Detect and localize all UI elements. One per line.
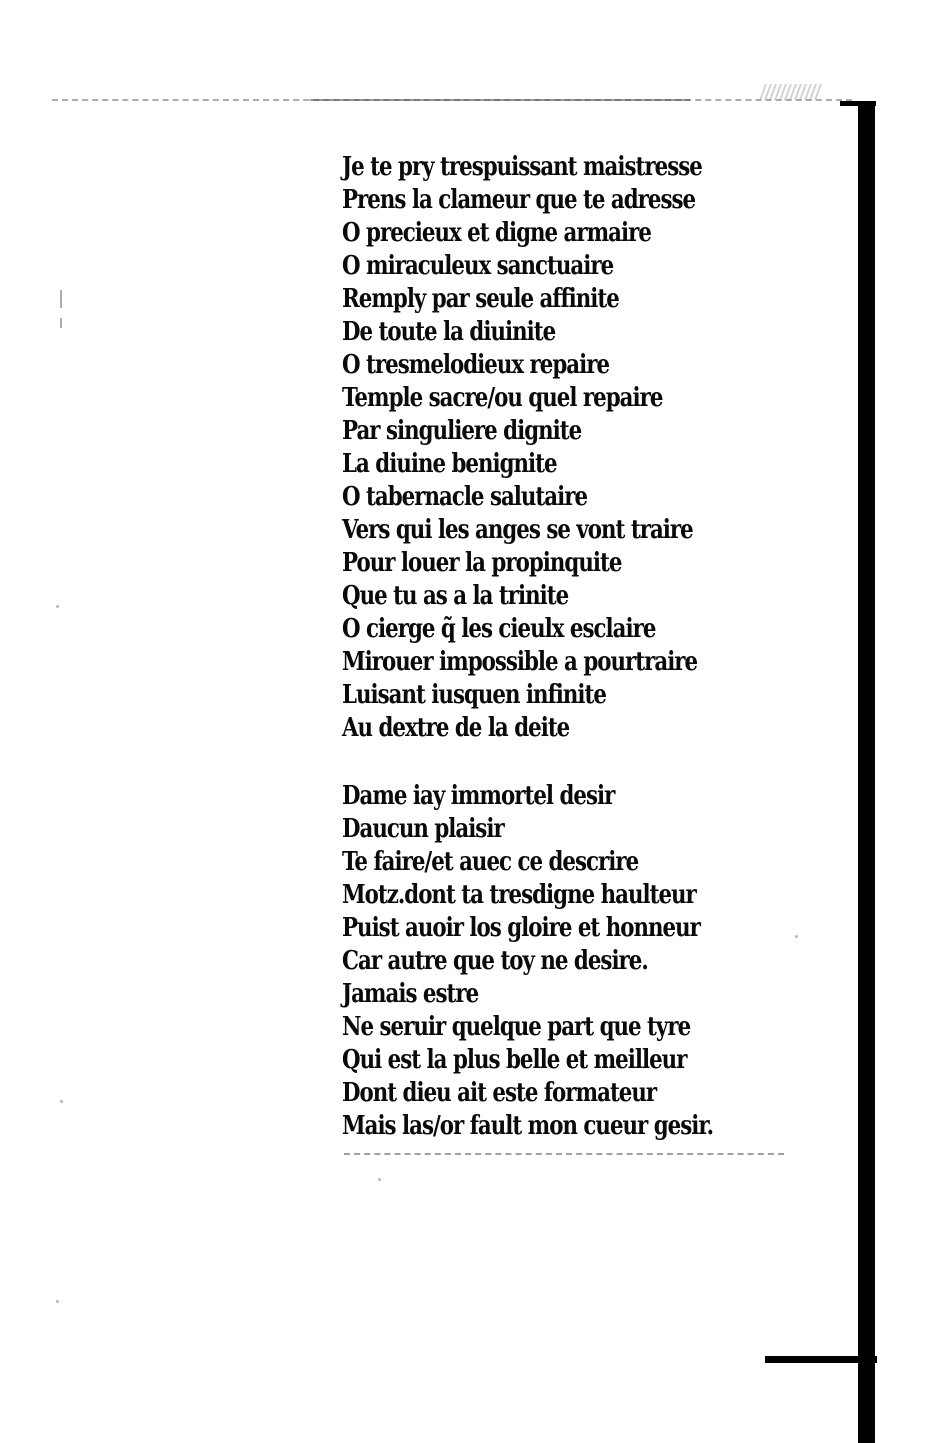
verse-line: Ne seruir quelque part que tyre: [342, 1012, 691, 1042]
verse-line: Qui est la plus belle et meilleur: [342, 1045, 687, 1075]
scan-top-rule-dark: [310, 99, 690, 101]
verse-line: Temple sacre/ou quel repaire: [342, 383, 663, 413]
verse-line: Puist auoir los gloire et honneur: [342, 913, 700, 943]
stanza-2: [342, 780, 842, 1143]
verse-line: Motz.dont ta tresdigne haulteur: [342, 880, 696, 910]
scan-speck: [60, 1100, 63, 1103]
margin-mark: [60, 318, 62, 328]
verse-line: Par singuliere dignite: [342, 416, 582, 446]
scan-speck: [378, 1178, 381, 1181]
verse-line: Dame iay immortel desir: [342, 781, 615, 811]
verse-line: Pour louer la propinquite: [342, 548, 622, 578]
verse-text: [342, 151, 842, 1143]
verse-line: Remply par seule affinite: [342, 284, 619, 314]
verse-line: De toute la diuinite: [342, 317, 556, 347]
verse-line: Luisant iusquen infinite: [342, 680, 606, 710]
verse-line: Prens la clameur que te adresse: [342, 185, 696, 215]
verse-line: O cierge q̃ les cieulx esclaire: [342, 614, 656, 644]
verse-line: O precieux et digne armaire: [342, 218, 651, 248]
verse-line: O tresmelodieux repaire: [342, 350, 610, 380]
verse-line: Jamais estre: [342, 979, 479, 1009]
verse-line: Que tu as a la trinite: [342, 581, 569, 611]
margin-mark: [60, 290, 62, 308]
verse-line: La diuine benignite: [342, 449, 557, 479]
verse-line: Dont dieu ait este formateur: [342, 1078, 657, 1108]
verse-line: Je te pry trespuissant maistresse: [342, 152, 702, 182]
verse-line: Mais las/or fault mon cueur gesir.: [342, 1111, 714, 1141]
verse-line: O miraculeux sanctuaire: [342, 251, 614, 281]
verse-line: Te faire/et auec ce descrire: [342, 847, 639, 877]
verse-line: O tabernacle salutaire: [342, 482, 588, 512]
verse-line: Daucun plaisir: [342, 814, 504, 844]
scan-speck: [56, 1300, 59, 1303]
verse-line: Mirouer impossible a pourtraire: [342, 647, 698, 677]
stanza-1: [342, 151, 842, 745]
scan-speck: [56, 605, 59, 608]
bottom-edge-bar: [765, 1356, 877, 1363]
verse-line: Vers qui les anges se vont traire: [342, 515, 693, 545]
scan-bottom-rule: [344, 1153, 784, 1155]
scan-smudge: [759, 84, 825, 100]
verse-line: Au dextre de la deite: [342, 713, 570, 743]
binding-edge: [858, 104, 875, 1443]
verse-line: Car autre que toy ne desire.: [342, 946, 648, 976]
